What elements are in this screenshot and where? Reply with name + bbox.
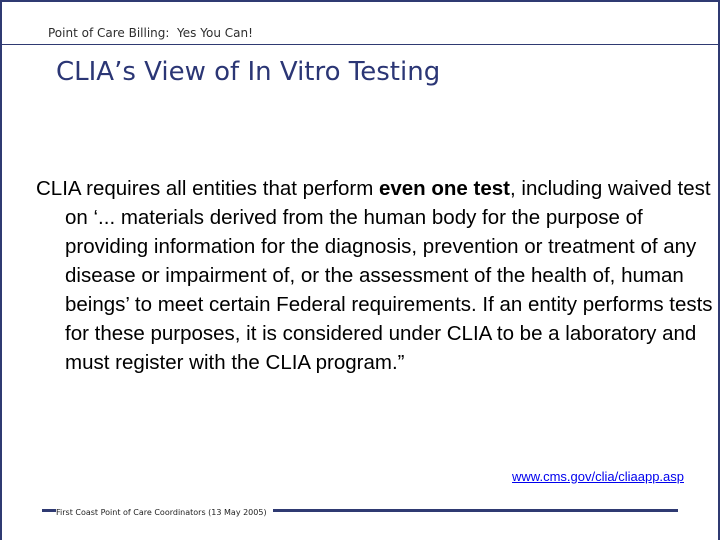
slide-frame-top bbox=[0, 0, 720, 2]
header-divider bbox=[0, 44, 720, 45]
source-link[interactable]: www.cms.gov/clia/cliaapp.asp bbox=[512, 469, 684, 484]
header-subtitle: Point of Care Billing: Yes You Can! bbox=[48, 26, 253, 40]
body-paragraph bbox=[36, 174, 720, 377]
body-emphasis: even one test bbox=[378, 177, 510, 200]
body-rest: , including waived test on ‘... materials derived from the human body for the purpose of providing information for the diagnosis, prevention or treatment of any disease or impairment of, or the assessment of the health of, human beings’ to meet certain Federal requirements. If an entity performs tests for these purposes, it is considered under CLIA to be a laboratory and must register with the CLIA program.” bbox=[65, 177, 713, 374]
slide-title: CLIA’s View of In Vitro Testing bbox=[56, 57, 441, 87]
body-intro: CLIA requires all entities that perform bbox=[36, 177, 379, 200]
slide-frame-left bbox=[0, 0, 2, 540]
footer-text: First Coast Point of Care Coordinators (13 May 2005) bbox=[56, 508, 273, 517]
